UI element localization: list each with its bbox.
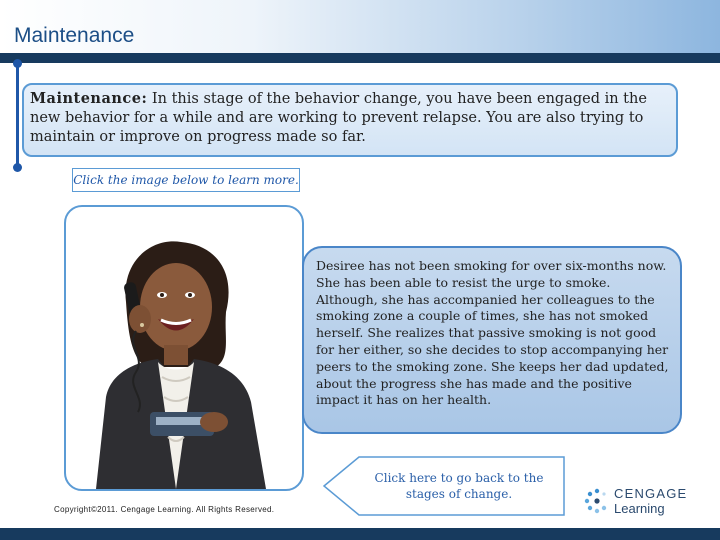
logo-text-top: CENGAGE bbox=[614, 486, 688, 501]
footer-bar bbox=[0, 528, 720, 540]
timeline-dot-bottom bbox=[13, 163, 22, 172]
intro-text: In this stage of the behavior change, you have been engaged in the new behavior for a while and are working to prevent relapse. You are also trying to maintain or improve on progress made so far. bbox=[30, 91, 647, 145]
cengage-logo-mark-icon bbox=[584, 488, 610, 514]
desiree-photo[interactable] bbox=[64, 205, 304, 491]
page-title: Maintenance bbox=[14, 24, 135, 47]
woman-on-phone-image bbox=[66, 207, 302, 489]
logo-text-bottom: Learning bbox=[614, 501, 665, 516]
timeline-dot-top bbox=[13, 59, 22, 68]
timeline-line bbox=[16, 63, 19, 167]
back-to-stages-link[interactable] bbox=[323, 456, 565, 516]
copyright: Copyright©2011. Cengage Learning. All Rights Reserved. bbox=[54, 505, 275, 514]
story-box: Desiree has not been smoking for over six-months now. She has been able to resist the urge to smoke. Although, she has accompanied her colleagues to the smoking zone a couple of times, she has not smoked herself. She realizes that passive smoking is not good for her either, so she decides to stop accompanying her peers to the smoking zone. She keeps her dad updated, about the progress she has made and the positive impact it has on her health. bbox=[302, 246, 682, 434]
hint-box: Click the image below to learn more. bbox=[72, 168, 300, 192]
header bbox=[0, 0, 720, 55]
cengage-logo bbox=[584, 486, 694, 518]
intro-lead: Maintenance: bbox=[30, 90, 148, 107]
back-link-label: Click here to go back to the stages of change. bbox=[374, 471, 544, 501]
intro-box bbox=[22, 83, 678, 157]
header-divider bbox=[0, 53, 720, 63]
